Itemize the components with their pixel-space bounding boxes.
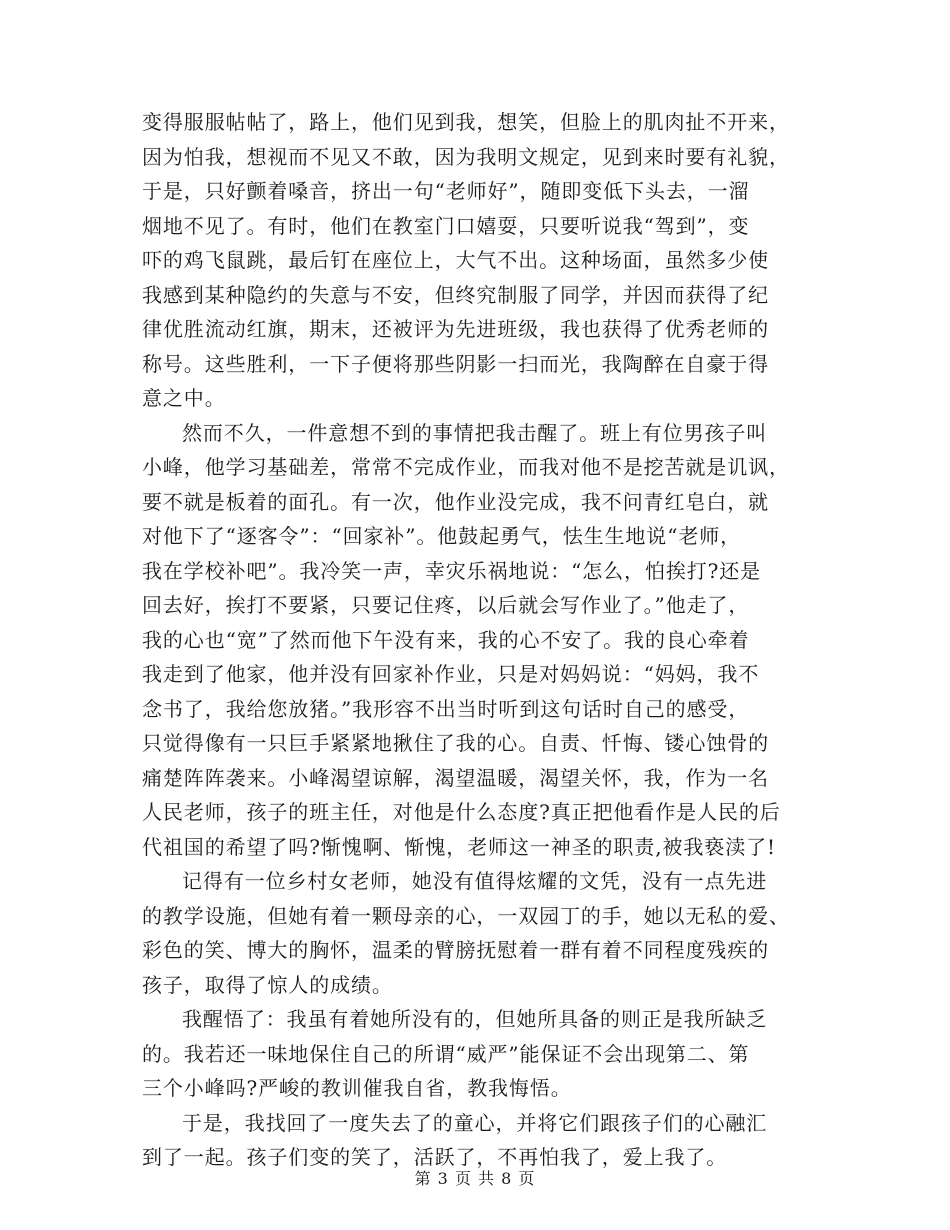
body-text — [142, 105, 812, 1175]
text-line: 于是，只好颤着嗓音，挤出一句“老师好”，随即变低下头去，一溜 — [142, 179, 750, 203]
paragraph-start-line: 我醒悟了：我虽有着她所没有的，但她所具备的则正是我所缺乏 — [182, 1007, 768, 1031]
paragraph-start-line: 记得有一位乡村女老师，她没有值得炫耀的文凭，没有一点先进 — [182, 869, 768, 893]
text-line: 小峰，他学习基础差，常常不完成作业，而我对他不是挖苦就是讥讽， — [142, 455, 790, 479]
text-line: 我的心也“宽”了然而他下午没有来，我的心不安了。我的良心牵着 — [142, 627, 750, 652]
text-line: 变得服服帖帖了，路上，他们见到我，想笑，但脸上的肌肉扯不开来， — [142, 110, 790, 134]
text-line: 我走到了他家，他并没有回家补作业，只是对妈妈说：“妈妈，我不 — [142, 662, 760, 686]
text-line: 回去好，挨打不要紧，只要记住疼，以后就会写作业了。”他走了， — [142, 593, 750, 617]
text-line: 的。我若还一味地保住自己的所谓“威严”能保证不会出现第二、第 — [142, 1041, 750, 1066]
text-line: 意之中。 — [142, 386, 226, 410]
text-line: 烟地不见了。有时，他们在教室门口嬉耍，只要听说我“驾到”，变 — [142, 213, 750, 238]
text-line: 三个小峰吗?严峻的教训催我自省，教我悔悟。 — [142, 1076, 572, 1100]
text-line: 我感到某种隐约的失意与不安，但终究制服了同学，并因而获得了纪 — [142, 282, 769, 307]
paragraph-start-line: 于是，我找回了一度失去了的童心，并将它们跟孩子们的心融汇 — [182, 1110, 768, 1135]
page-number-footer: 第 3 页 共 8 页 — [414, 1169, 536, 1188]
text-line: 要不就是板着的面孔。有一次，他作业没完成，我不问青红皂白，就 — [142, 489, 769, 514]
text-line: 称号。这些胜利，一下子便将那些阴影一扫而光，我陶醉在自豪于得 — [142, 351, 769, 376]
text-line: 律优胜流动红旗，期末，还被评为先进班级，我也获得了优秀老师的 — [142, 317, 769, 341]
text-line: 我在学校补吧”。我冷笑一声，幸灾乐祸地说：“怎么，怕挨打?还是 — [142, 558, 762, 583]
paragraph-start-line: 然而不久，一件意想不到的事情把我击醒了。班上有位男孩子叫 — [182, 420, 768, 445]
text-line: 的教学设施，但她有着一颗母亲的心，一双园丁的手，她以无私的爱、 — [142, 903, 790, 928]
text-line: 痛楚阵阵袭来。小峰渴望谅解，渴望温暖，渴望关怀，我，作为一名 — [142, 765, 769, 790]
text-line: 孩子，取得了惊人的成绩。 — [142, 972, 393, 997]
text-line: 只觉得像有一只巨手紧紧地揪住了我的心。自责、忏悔、镂心蚀骨的 — [142, 731, 769, 755]
text-line: 念书了，我给您放猪。”我形容不出当时听到这句话时自己的感受， — [142, 696, 750, 721]
text-line: 对他下了“逐客令”：“回家补”。他鼓起勇气，怯生生地说“老师， — [142, 524, 742, 548]
text-line: 吓的鸡飞鼠跳，最后钉在座位上，大气不出。这种场面，虽然多少使 — [142, 248, 769, 272]
text-line: 代祖国的希望了吗?惭愧啊、惭愧，老师这一神圣的职责,被我亵渎了! — [142, 834, 776, 859]
text-line: 人民老师，孩子的班主任，对他是什么态度?真正把他看作是人民的后 — [142, 800, 781, 824]
text-line: 因为怕我，想视而不见又不敢，因为我明文规定，见到来时要有礼貌， — [142, 144, 790, 169]
text-line: 到了一起。孩子们变的笑了，活跃了，不再怕我了，爱上我了。 — [142, 1145, 728, 1169]
text-line: 彩色的笑、博大的胸怀，温柔的臂膀抚慰着一群有着不同程度残疾的 — [142, 938, 769, 962]
